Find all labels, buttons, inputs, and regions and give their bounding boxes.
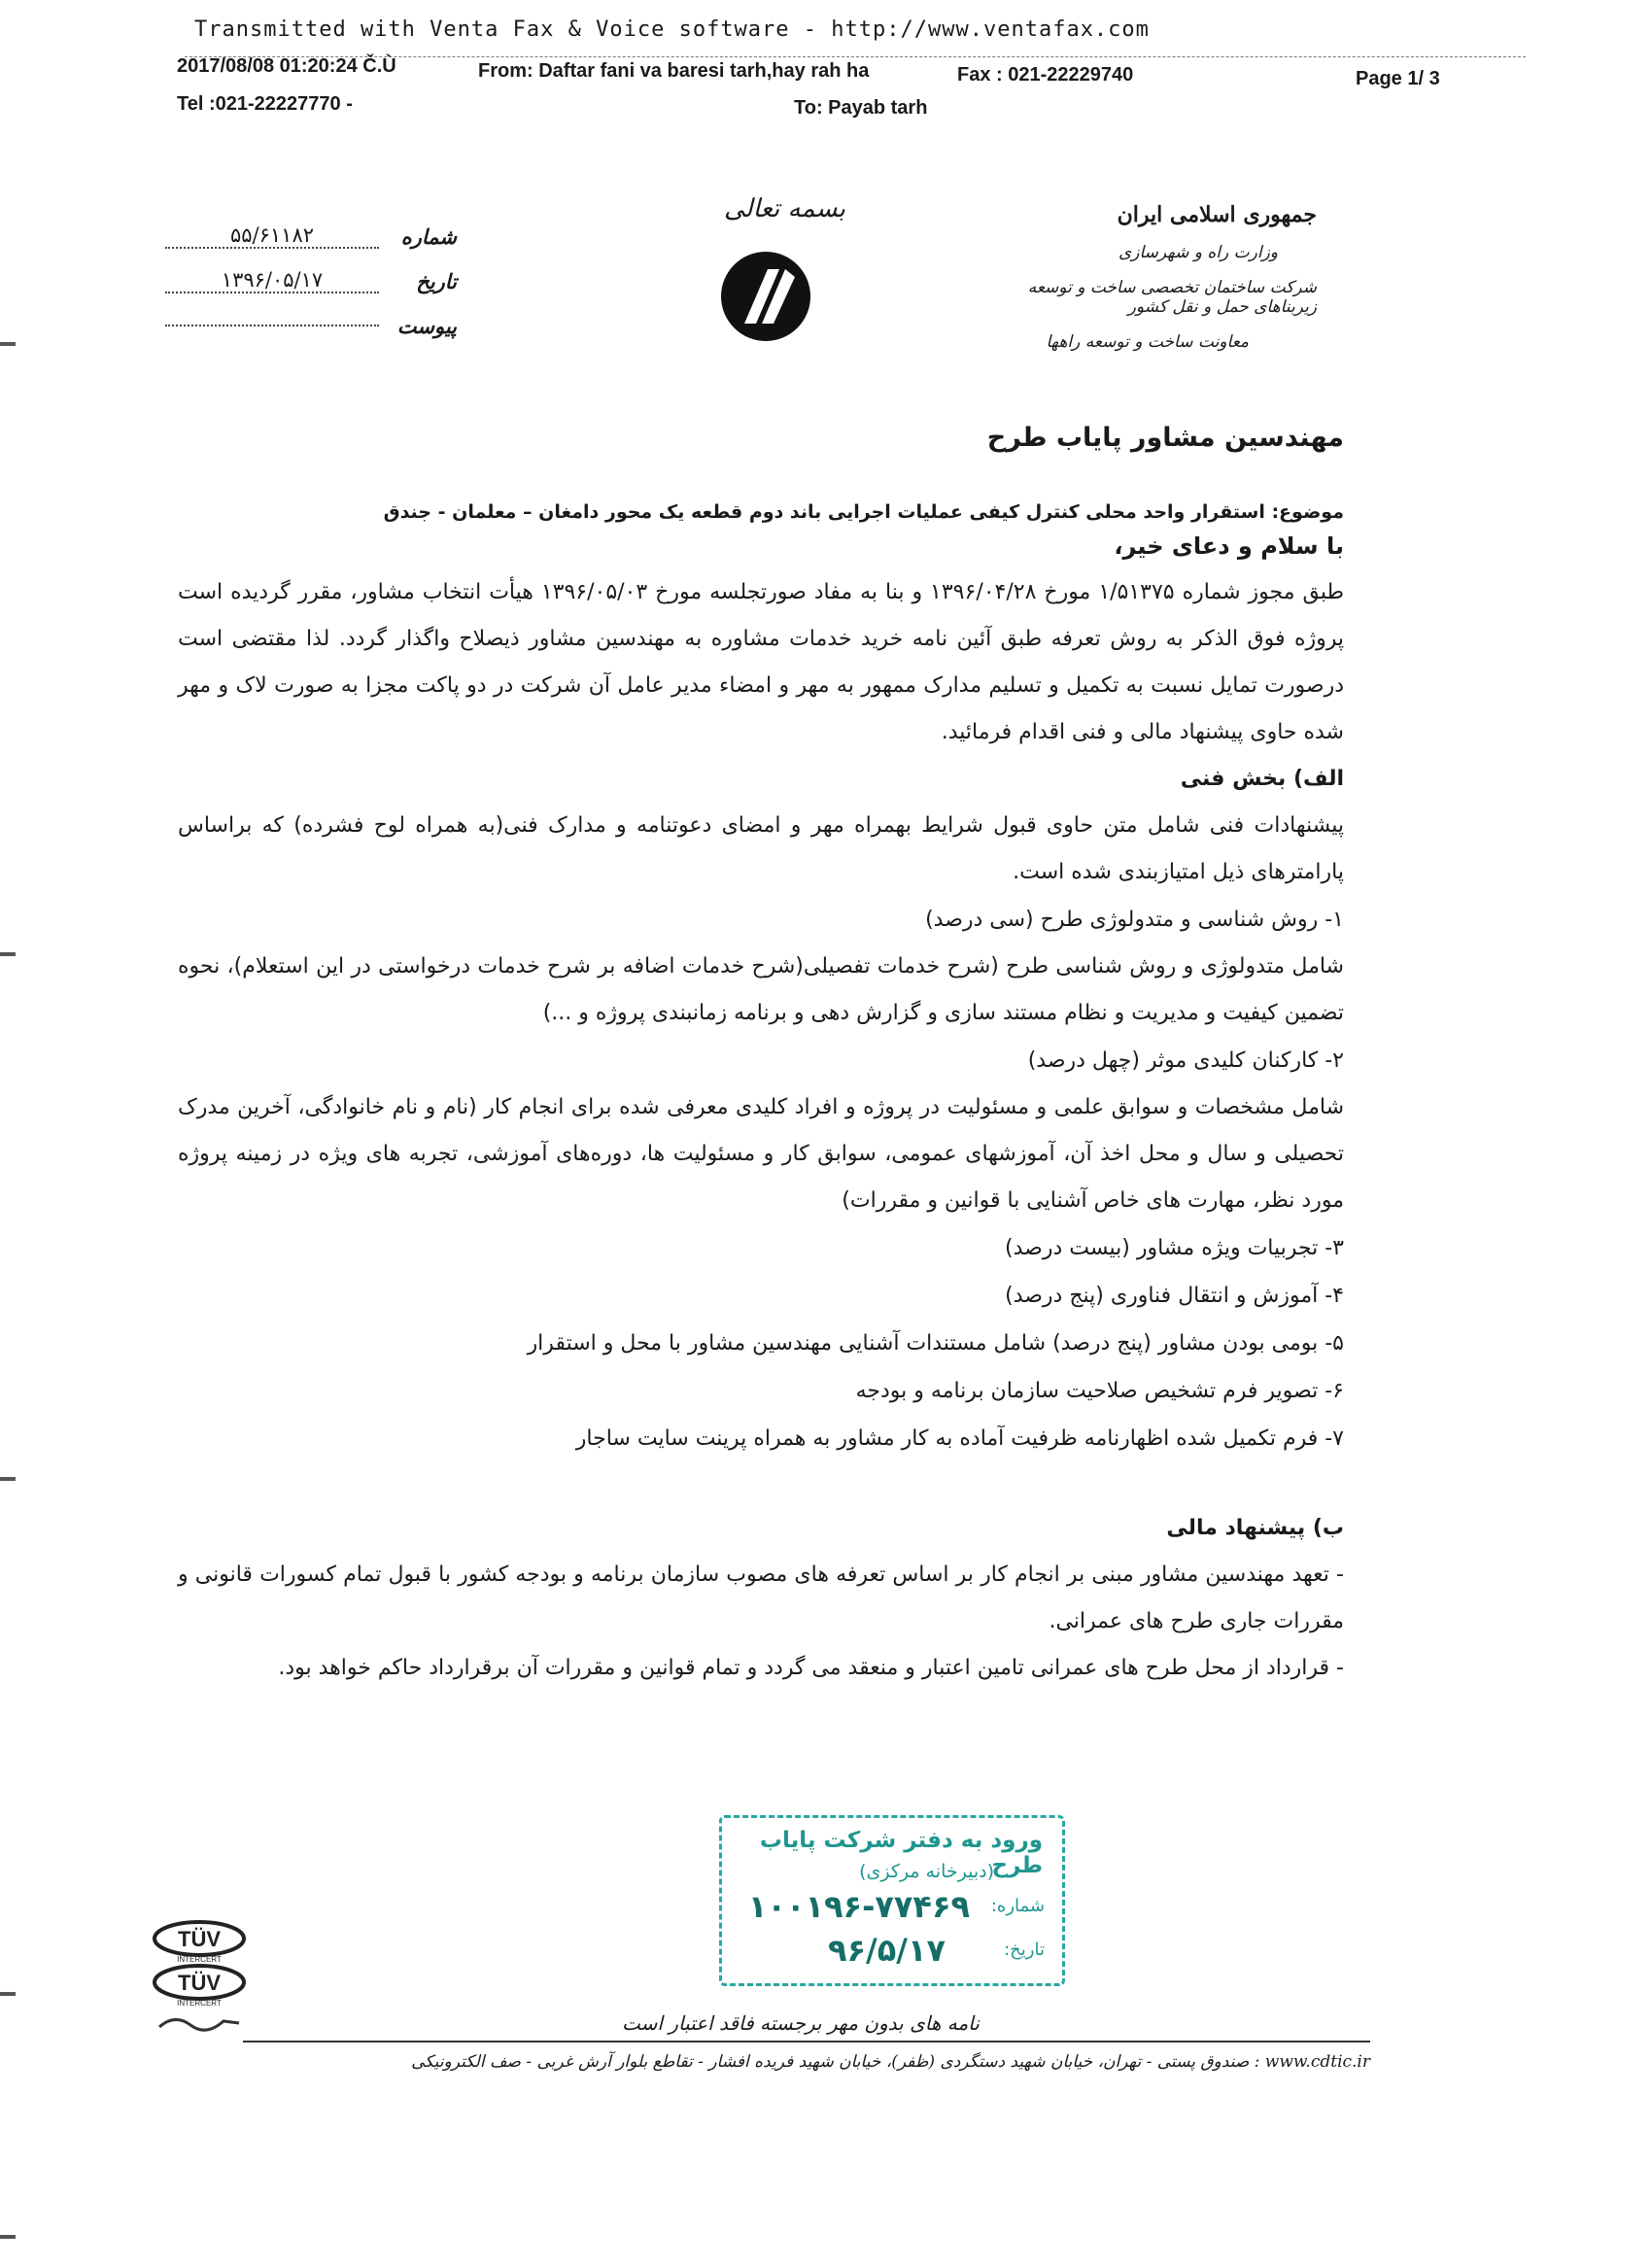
bismillah: بسمه تعالی — [724, 194, 845, 223]
criterion-4: ۴- آموزش و انتقال فناوری (پنج درصد) — [1005, 1284, 1344, 1308]
criterion-1-description: شامل متدولوژی و روش شناسی طرح (شرح خدمات تفصیلی(شرح خدمات اضافه بر شرح خدمات درخواستی در این استعلام)، نحوه تضمین کیفیت و مدیریت و نظام مستند سازی و گزارش دهی و برنامه زمانبندی پروژه و ...) — [178, 954, 1344, 1025]
reference-block — [165, 214, 457, 348]
footer-note: نامه های بدون مهر برجسته فاقد اعتبار است — [622, 2011, 980, 2035]
tuv-certification-logo — [146, 1919, 253, 1964]
fax-page-count: Page 1/ 3 — [1356, 68, 1440, 89]
section-b-heading: ب) پیشنهاد مالی — [1166, 1516, 1344, 1540]
stamp-date-label: تاریخ: — [1004, 1940, 1045, 1960]
tuv-logo-text-2: TÜV — [178, 1971, 221, 1995]
scan-edge-mark — [0, 1477, 16, 1481]
criterion-2-description: شامل مشخصات و سوابق علمی و مسئولیت در پروژه و افراد کلیدی معرفی شده برای انجام کار (نام و نام خانوادگی، آخرین مدرک تحصیلی و سال و محل اخذ آن، آموزشهای عمومی، سوابق کار و مسئولیت ها، دوره‌های آموزشی، تجربه های ویژه در زمینه پروژه مورد نظر، مهارت های خاص آشنایی با قوانین و مقررات) — [178, 1095, 1344, 1213]
company-name: شرکت ساختمان تخصصی ساخت و توسعه زیربناهای حمل و نقل کشور — [1027, 278, 1317, 317]
reference-number-row — [165, 214, 457, 258]
section-a-intro: پیشنهادات فنی شامل متن حاوی قبول شرایط بهمراه مهر و امضای دعوتنامه و مدارک فنی(به همراه لوح فشرده) که براساس پارامترهای ذیل امتیازبندی شده است. — [178, 813, 1344, 884]
greeting: با سلام و دعای خیر، — [1114, 532, 1344, 560]
intro-paragraph: طبق مجوز شماره ۱/۵۱۳۷۵ مورخ ۱۳۹۶/۰۴/۲۸ و بنا به مفاد صورتجلسه مورخ ۱۳۹۶/۰۵/۰۳ هیأت انتخاب مشاور، مقرر گردیده است پروژه فوق الذکر به روش تعرفه طبق آئین نامه خرید خدمات مشاوره به مهندسین مشاور ذیصلاح واگذار گردد. لذا مقتضی است درصورت تمایل نسبت به تکمیل و تسلیم مدارک ممهور به مهر و امضاء مدیر عامل آن شرکت در دو پاکت مجزا به صورت لاک و مهر شده حاوی پیشنهاد مالی و فنی اقدام فرمائید. — [178, 580, 1344, 744]
scan-edge-mark — [0, 342, 16, 346]
stamp-title: ورود به دفتر شرکت پایاب طرح — [759, 1828, 1043, 1878]
section-b-item-1: - تعهد مهندسین مشاور مبنی بر انجام کار بر اساس تعرفه های مصوب سازمان برنامه و بودجه کشور با قبول تمام کسورات قانونی و مقررات جاری طرح های عمرانی. — [178, 1562, 1344, 1633]
received-stamp — [719, 1815, 1065, 1986]
fax-datetime: 2017/08/08 01:20:24 Č.Ù — [177, 55, 396, 77]
stamp-number-value: ۱۰۰۱۹۶-۷۷۴۶۹ — [747, 1888, 970, 1925]
fax-tel: Tel :021-22227770 - — [177, 93, 353, 115]
stamp-date-value: ۹۶/۵/۱۷ — [827, 1932, 946, 1969]
criterion-7: ۷- فرم تکمیل شده اظهارنامه ظرفیت آماده به کار مشاور به همراه پرینت سایت ساجار — [575, 1426, 1344, 1451]
reference-attachment-row — [165, 303, 457, 348]
tuv-logo-text: TÜV — [178, 1927, 221, 1951]
criterion-5: ۵- بومی بودن مشاور (پنج درصد) شامل مستندات آشنایی مهندسین مشاور با محل و استقرار — [527, 1331, 1344, 1356]
criterion-6: ۶- تصویر فرم تشخیص صلاحیت سازمان برنامه و بودجه — [855, 1379, 1344, 1403]
footer-address: www.cdtic.ir : صندوق پستی - تهران، خیابان شهید دستگردی (ظفر)، خیابان شهید فریده افشار - تقاطع بلوار آرش غربی - صف الکترونیکی — [411, 2052, 1370, 2072]
department-name: معاونت ساخت و توسعه راهها — [1046, 332, 1249, 352]
reference-date-label: تاریخ — [416, 268, 457, 293]
fax-from: From: Daftar fani va baresi tarh,hay rah ha — [478, 60, 870, 82]
fax-to: To: Payab tarh — [794, 97, 928, 119]
section-gap — [178, 1462, 1344, 1505]
scan-edge-mark — [0, 1992, 16, 1996]
section-b-item-2: - قرارداد از محل طرح های عمرانی تامین اعتبار و منعقد می گردد و تمام قوانین و مقررات آن برقرارداد حاکم خواهد بود. — [278, 1656, 1344, 1680]
letterhead-organization — [967, 202, 1317, 352]
scan-edge-mark — [0, 2235, 16, 2239]
reference-number-label: شماره — [400, 223, 457, 249]
fax-number: Fax : 021-22229740 — [957, 64, 1134, 86]
reference-attachment-label: پیوست — [396, 313, 457, 338]
footer-rule — [243, 2041, 1370, 2043]
fax-transmission-line: Transmitted with Venta Fax & Voice software - http://www.ventafax.com — [194, 17, 1150, 42]
reference-attachment-value — [165, 325, 379, 326]
reference-date-value: ۱۳۹۶/۰۵/۱۷ — [165, 268, 379, 293]
reference-number-value: ۵۵/۶۱۱۸۲ — [165, 223, 379, 249]
stamp-number-label: شماره: — [990, 1896, 1045, 1916]
criterion-1: ۱- روش شناسی و متدولوژی طرح (سی درصد) — [925, 908, 1344, 932]
subject-line: موضوع: استقرار واحد محلی کنترل کیفی عملیات اجرایی باند دوم قطعه یک محور دامغان – معلمان - جندق — [383, 501, 1344, 523]
addressee: مهندسین مشاور پایاب طرح — [986, 423, 1344, 453]
organization-logo — [717, 248, 814, 345]
country-name: جمهوری اسلامی ایران — [1117, 202, 1317, 227]
tuv-certification-logo-2 — [146, 1963, 253, 2008]
scan-edge-mark — [0, 952, 16, 956]
ministry-name: وزارت راه و شهرسازی — [1118, 243, 1278, 262]
reference-date-row — [165, 258, 457, 303]
criterion-2: ۲- کارکنان کلیدی موثر (چهل درصد) — [1027, 1048, 1344, 1073]
letter-body — [178, 423, 1344, 1692]
tuv-logo-subtext: INTERCERT — [177, 1955, 222, 1964]
certification-mark-icon — [155, 2009, 243, 2035]
tuv-logo-subtext-2: INTERCERT — [177, 1999, 222, 2008]
section-a-heading: الف) بخش فنی — [1180, 767, 1344, 791]
stamp-subtitle: (دبیرخانه مرکزی) — [859, 1861, 994, 1882]
criterion-3: ۳- تجربیات ویژه مشاور (بیست درصد) — [1005, 1236, 1344, 1260]
